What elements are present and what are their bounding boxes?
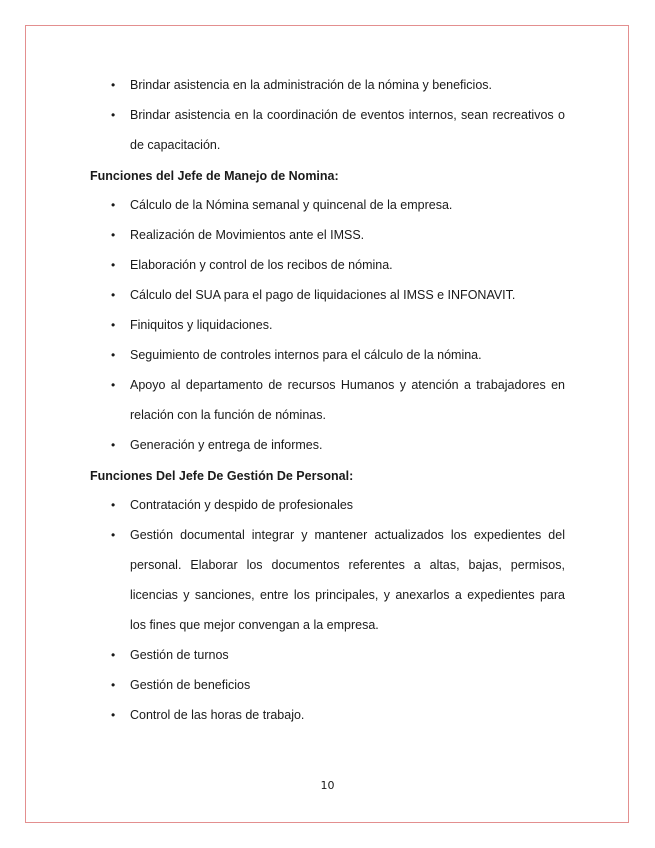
page-number: 10 — [320, 779, 335, 792]
bullet-icon: • — [111, 108, 116, 122]
list-item: • Gestión de beneficios — [90, 670, 565, 700]
bullet-icon: • — [111, 678, 116, 692]
list-item: • Gestión de turnos — [90, 640, 565, 670]
document-body — [90, 70, 565, 730]
list-item: • Cálculo del SUA para el pago de liquidaciones al IMSS e INFONAVIT. — [90, 280, 565, 310]
bullet-icon: • — [111, 438, 116, 452]
bullet-icon: • — [111, 228, 116, 242]
list-item: • Seguimiento de controles internos para el cálculo de la nómina. — [90, 340, 565, 370]
bullet-icon: • — [111, 78, 116, 92]
personal-list — [90, 490, 565, 730]
list-item: • Control de las horas de trabajo. — [90, 700, 565, 730]
list-item: • Gestión documental integrar y mantener actualizados los expedientes del personal. Elaborar los documentos referentes a altas, bajas, permisos, licencias y sanciones, entre los principales, y anexarlos a expedientes para los fines que mejor convengan a la empresa. — [90, 520, 565, 640]
section-heading-nomina: Funciones del Jefe de Manejo de Nomina: — [90, 169, 339, 183]
bullet-icon: • — [111, 378, 116, 392]
bullet-icon: • — [111, 708, 116, 722]
bullet-icon: • — [111, 648, 116, 662]
nomina-list — [90, 190, 565, 460]
bullet-icon: • — [111, 288, 116, 302]
list-item: • Elaboración y control de los recibos de nómina. — [90, 250, 565, 280]
bullet-icon: • — [111, 498, 116, 512]
list-item: • Contratación y despido de profesionales — [90, 490, 565, 520]
bullet-icon: • — [111, 318, 116, 332]
list-item: • Generación y entrega de informes. — [90, 430, 565, 460]
list-item: • Cálculo de la Nómina semanal y quincenal de la empresa. — [90, 190, 565, 220]
bullet-icon: • — [111, 528, 116, 542]
list-item: • Finiquitos y liquidaciones. — [90, 310, 565, 340]
bullet-icon: • — [111, 258, 116, 272]
list-item: • Realización de Movimientos ante el IMSS. — [90, 220, 565, 250]
section-heading-personal: Funciones Del Jefe De Gestión De Personal: — [90, 469, 354, 483]
list-item: • Brindar asistencia en la coordinación de eventos internos, sean recreativos o de capacitación. — [90, 100, 565, 160]
bullet-icon: • — [111, 348, 116, 362]
list-item: • Brindar asistencia en la administración de la nómina y beneficios. — [90, 70, 565, 100]
list-item: • Apoyo al departamento de recursos Humanos y atención a trabajadores en relación con la función de nóminas. — [90, 370, 565, 430]
intro-list — [90, 70, 565, 160]
bullet-icon: • — [111, 198, 116, 212]
